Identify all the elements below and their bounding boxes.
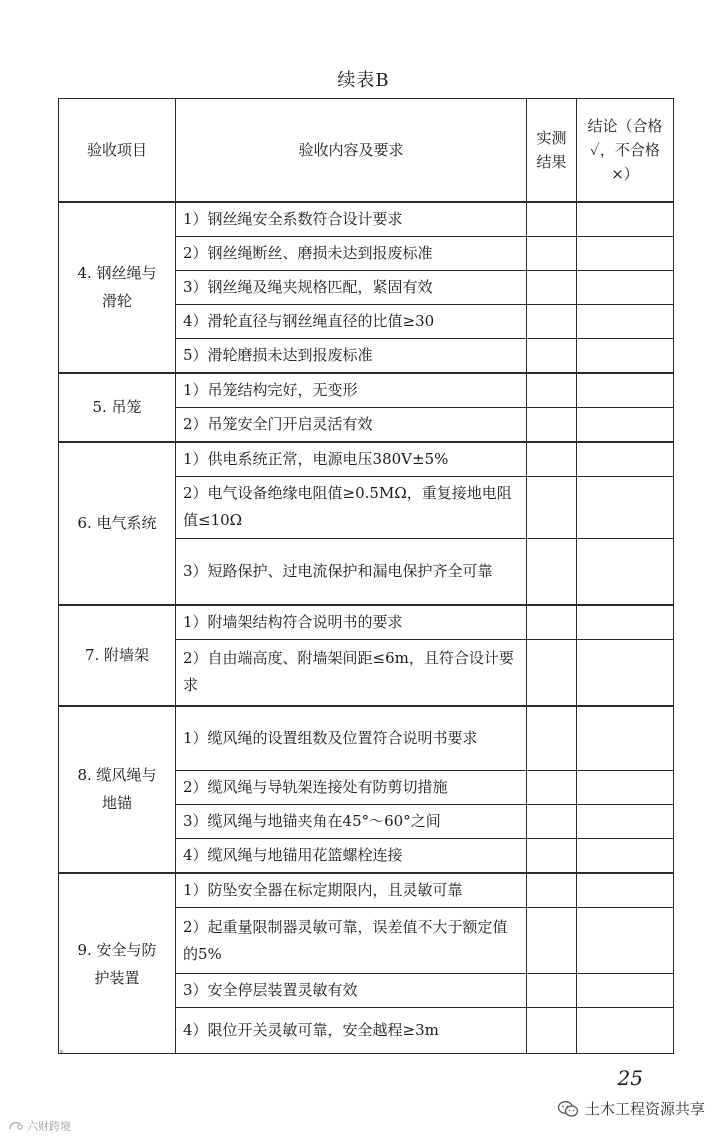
result-cell[interactable]: [527, 407, 577, 442]
result-cell[interactable]: [527, 974, 577, 1008]
conclusion-cell[interactable]: [577, 873, 674, 908]
requirement-cell: 3）短路保护、过电流保护和漏电保护齐全可靠: [176, 538, 527, 605]
header-conclusion: 结论（合格✓，不合格×）: [577, 99, 674, 202]
conclusion-cell[interactable]: [577, 1008, 674, 1054]
category-cell: 5. 吊笼: [59, 373, 176, 442]
result-cell[interactable]: [527, 605, 577, 640]
requirement-cell: 4）缆风绳与地锚用花篮螺栓连接: [176, 839, 527, 874]
result-cell[interactable]: [527, 706, 577, 771]
result-cell[interactable]: [527, 373, 577, 408]
result-cell[interactable]: [527, 270, 577, 304]
requirement-cell: 2）吊笼安全门开启灵活有效: [176, 407, 527, 442]
result-cell[interactable]: [527, 202, 577, 237]
acceptance-table: [58, 98, 674, 1054]
page-number: 25: [617, 1066, 643, 1090]
watermark-right-text: 土木工程资源共享: [584, 1100, 705, 1118]
header-result: 实测结果: [527, 99, 577, 202]
requirement-cell: 2）电气设备绝缘电阻值≥0.5MΩ，重复接地电阻值≤10Ω: [176, 476, 527, 538]
category-cell: 4. 钢丝绳与滑轮: [59, 202, 176, 373]
requirement-cell: 4）滑轮直径与钢丝绳直径的比值≥30: [176, 304, 527, 338]
conclusion-cell[interactable]: [577, 605, 674, 640]
conclusion-cell[interactable]: [577, 805, 674, 839]
conclusion-cell[interactable]: [577, 974, 674, 1008]
conclusion-cell[interactable]: [577, 538, 674, 605]
requirement-cell: 3）安全停层装置灵敏有效: [176, 974, 527, 1008]
conclusion-cell[interactable]: [577, 839, 674, 874]
result-cell[interactable]: [527, 873, 577, 908]
conclusion-cell[interactable]: [577, 236, 674, 270]
page-title: 续表B: [337, 70, 390, 91]
conclusion-cell[interactable]: [577, 202, 674, 237]
wechat-icon: [557, 1100, 579, 1118]
result-cell[interactable]: [527, 338, 577, 373]
requirement-cell: 1）钢丝绳安全系数符合设计要求: [176, 202, 527, 237]
requirement-cell: 2）缆风绳与导轨架连接处有防剪切措施: [176, 771, 527, 805]
category-cell: 9. 安全与防护装置: [59, 873, 176, 1054]
requirement-cell: 4）限位开关灵敏可靠，安全越程≥3m: [176, 1008, 527, 1054]
result-cell[interactable]: [527, 476, 577, 538]
conclusion-cell[interactable]: [577, 476, 674, 538]
requirement-cell: 1）防坠安全器在标定期限内，且灵敏可靠: [176, 873, 527, 908]
result-cell[interactable]: [527, 1008, 577, 1054]
requirement-cell: 3）钢丝绳及绳夹规格匹配，紧固有效: [176, 270, 527, 304]
result-cell[interactable]: [527, 236, 577, 270]
header-content: 验收内容及要求: [176, 99, 527, 202]
requirement-cell: 2）自由端高度、附墙架间距≤6m，且符合设计要求: [176, 640, 527, 706]
conclusion-cell[interactable]: [577, 373, 674, 408]
conclusion-cell[interactable]: [577, 304, 674, 338]
result-cell[interactable]: [527, 839, 577, 874]
result-cell[interactable]: [527, 805, 577, 839]
requirement-cell: 2）起重量限制器灵敏可靠，误差值不大于额定值的5%: [176, 908, 527, 974]
watermark-left: [8, 1118, 71, 1134]
requirement-cell: 5）滑轮磨损未达到报废标准: [176, 338, 527, 373]
result-cell[interactable]: [527, 538, 577, 605]
conclusion-cell[interactable]: [577, 270, 674, 304]
scan-speck: [60, 1050, 63, 1053]
requirement-cell: 1）吊笼结构完好，无变形: [176, 373, 527, 408]
result-cell[interactable]: [527, 771, 577, 805]
conclusion-cell[interactable]: [577, 442, 674, 477]
watermark-left-text: 六财跨境: [27, 1120, 71, 1133]
category-cell: 8. 缆风绳与地锚: [59, 706, 176, 874]
requirement-cell: 1）供电系统正常，电源电压380V±5%: [176, 442, 527, 477]
requirement-cell: 2）钢丝绳断丝、磨损未达到报废标准: [176, 236, 527, 270]
requirement-cell: 3）缆风绳与地锚夹角在45°～60°之间: [176, 805, 527, 839]
watermark-right: [557, 1098, 705, 1119]
conclusion-cell[interactable]: [577, 706, 674, 771]
result-cell[interactable]: [527, 640, 577, 706]
conclusion-cell[interactable]: [577, 640, 674, 706]
header-item: 验收项目: [59, 99, 176, 202]
category-cell: 6. 电气系统: [59, 442, 176, 606]
conclusion-cell[interactable]: [577, 908, 674, 974]
category-cell: 7. 附墙架: [59, 605, 176, 706]
requirement-cell: 1）缆风绳的设置组数及位置符合说明书要求: [176, 706, 527, 771]
result-cell[interactable]: [527, 908, 577, 974]
watermark-logo-icon: [8, 1120, 24, 1132]
conclusion-cell[interactable]: [577, 407, 674, 442]
conclusion-cell[interactable]: [577, 771, 674, 805]
result-cell[interactable]: [527, 442, 577, 477]
conclusion-cell[interactable]: [577, 338, 674, 373]
result-cell[interactable]: [527, 304, 577, 338]
requirement-cell: 1）附墙架结构符合说明书的要求: [176, 605, 527, 640]
